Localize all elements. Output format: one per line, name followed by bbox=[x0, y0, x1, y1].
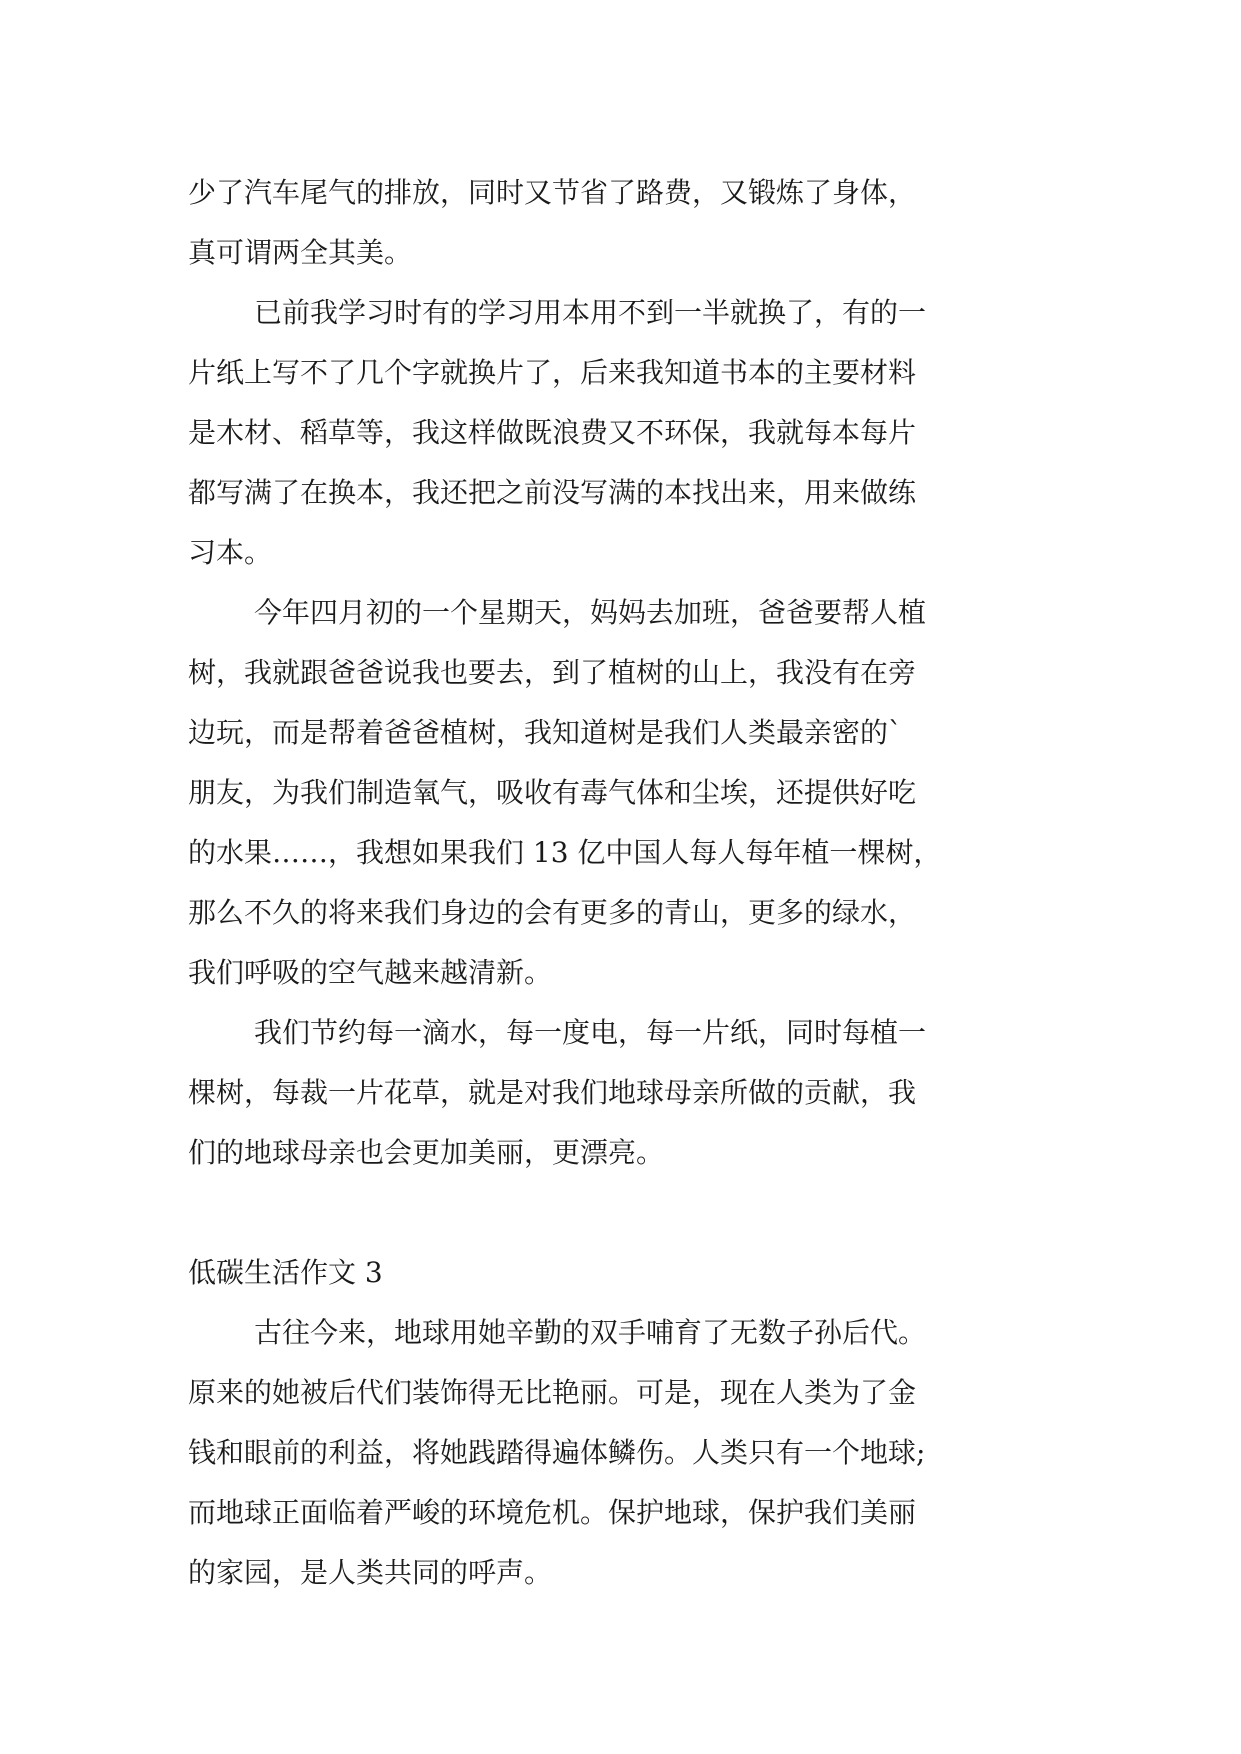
text-line: 而地球正面临着严峻的环境危机。保护地球，保护我们美丽 bbox=[188, 1496, 917, 1529]
paragraph-start-line: 已前我学习时有的学习用本用不到一半就换了，有的一 bbox=[254, 296, 927, 329]
text-line: 的家园，是人类共同的呼声。 bbox=[188, 1556, 553, 1589]
text-line: 习本。 bbox=[188, 536, 273, 569]
text-line: 边玩，而是帮着爸爸植树，我知道树是我们人类最亲密的` bbox=[188, 716, 903, 749]
paragraph-start-line: 我们节约每一滴水，每一度电，每一片纸，同时每植一 bbox=[254, 1016, 927, 1049]
text-line: 少了汽车尾气的排放，同时又节省了路费，又锻炼了身体， bbox=[188, 176, 917, 209]
paragraph-start-line: 今年四月初的一个星期天，妈妈去加班，爸爸要帮人植 bbox=[254, 596, 927, 629]
text-line: 都写满了在换本，我还把之前没写满的本找出来，用来做练 bbox=[188, 476, 917, 509]
text-line: 树，我就跟爸爸说我也要去，到了植树的山上，我没有在旁 bbox=[188, 656, 917, 689]
paragraph-start-line: 古往今来，地球用她辛勤的双手哺育了无数子孙后代。 bbox=[254, 1316, 927, 1349]
text-line: 那么不久的将来我们身边的会有更多的青山，更多的绿水， bbox=[188, 896, 917, 929]
text-line: 的水果……，我想如果我们 13 亿中国人每人每年植一棵树， bbox=[188, 836, 942, 869]
text-line: 真可谓两全其美。 bbox=[188, 236, 413, 269]
text-line: 片纸上写不了几个字就换片了，后来我知道书本的主要材料 bbox=[188, 356, 917, 389]
text-line: 原来的她被后代们装饰得无比艳丽。可是，现在人类为了金 bbox=[188, 1376, 917, 1409]
text-line: 们的地球母亲也会更加美丽，更漂亮。 bbox=[188, 1136, 665, 1169]
section-title: 低碳生活作文 3 bbox=[188, 1256, 383, 1289]
document-body bbox=[188, 163, 1063, 1603]
text-line: 是木材、稻草等，我这样做既浪费又不环保，我就每本每片 bbox=[188, 416, 917, 449]
text-line: 钱和眼前的利益，将她践踏得遍体鳞伤。人类只有一个地球; bbox=[188, 1436, 926, 1469]
text-line: 棵树，每裁一片花草，就是对我们地球母亲所做的贡献，我 bbox=[188, 1076, 917, 1109]
text-line: 朋友，为我们制造氧气，吸收有毒气体和尘埃，还提供好吃 bbox=[188, 776, 917, 809]
text-line: 我们呼吸的空气越来越清新。 bbox=[188, 956, 553, 989]
section-spacer bbox=[188, 1183, 1063, 1243]
